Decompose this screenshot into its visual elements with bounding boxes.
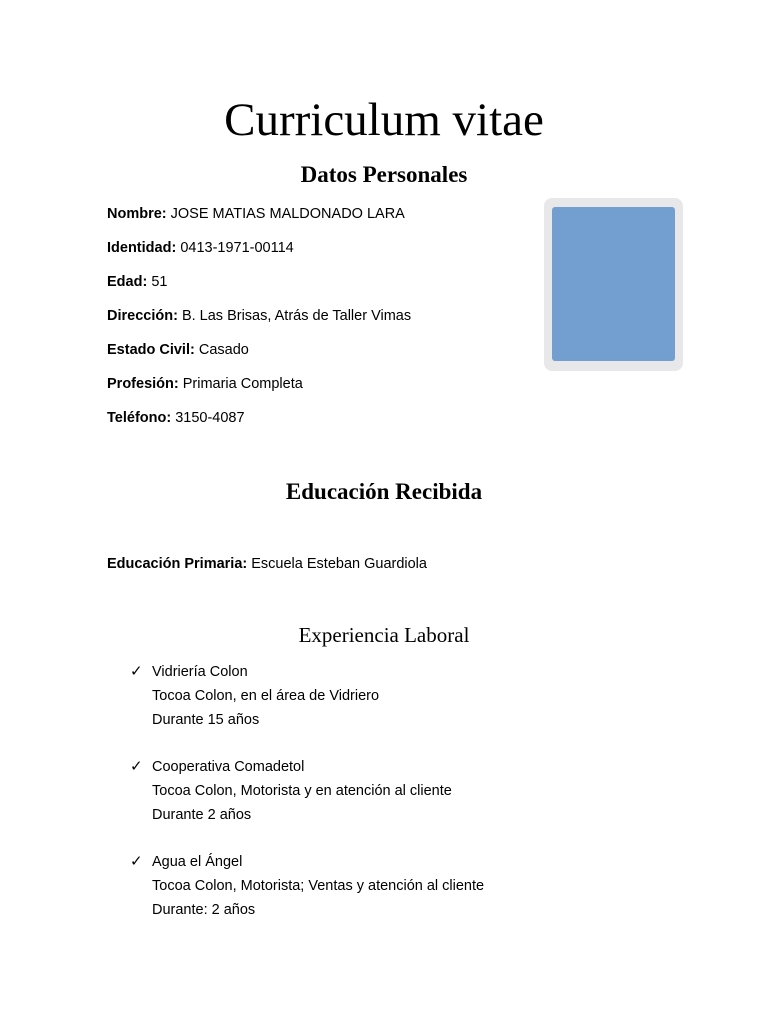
field-value: Primaria Completa [182, 376, 303, 392]
section-heading-personal: Datos Personales [300, 162, 468, 187]
job-duration: Durante: 2 años [152, 902, 256, 918]
field-value: B. Las Brisas, Atrás de Taller Vimas [181, 308, 412, 324]
photo-placeholder [552, 207, 675, 361]
job-duration: Durante 2 años [152, 807, 252, 823]
field-label: Teléfono: [107, 410, 172, 426]
field-value: 0413-1971-00114 [180, 240, 294, 256]
field-label: Dirección: [107, 308, 178, 324]
job-detail: Tocoa Colon, en el área de Vidriero [152, 688, 380, 704]
field-label: Profesión: [107, 376, 179, 392]
field-value: 51 [151, 274, 168, 290]
checkmark-icon: ✓ [130, 663, 143, 680]
checkmark-icon: ✓ [130, 758, 143, 775]
section-heading-education: Educación Recibida [285, 479, 483, 504]
job-company: Vidriería Colon [152, 664, 248, 680]
job-detail: Tocoa Colon, Motorista; Ventas y atención al cliente [152, 878, 485, 894]
field-label: Educación Primaria: [107, 556, 248, 572]
checkmark-icon: ✓ [130, 853, 143, 870]
field-label: Edad: [107, 274, 148, 290]
field-edad [107, 272, 167, 292]
field-label: Estado Civil: [107, 342, 195, 358]
field-profesion [107, 374, 303, 394]
field-direccion [107, 306, 411, 326]
field-value: 3150-4087 [175, 410, 245, 426]
field-telefono [107, 408, 245, 428]
field-identidad [107, 238, 294, 258]
field-value: Casado [198, 342, 249, 358]
section-heading-experience: Experiencia Laboral [298, 623, 470, 647]
field-value: Escuela Esteban Guardiola [251, 556, 427, 572]
field-label: Identidad: [107, 240, 177, 256]
field-nombre [107, 204, 405, 224]
field-label: Nombre: [107, 206, 167, 222]
photo-frame [544, 198, 683, 371]
field-educacion-primaria [107, 554, 427, 574]
job-company: Agua el Ángel [152, 854, 243, 870]
field-value: JOSE MATIAS MALDONADO LARA [170, 206, 405, 222]
job-duration: Durante 15 años [152, 712, 260, 728]
job-company: Cooperativa Comadetol [152, 759, 305, 775]
page-title: Curriculum vitae [224, 94, 544, 146]
field-estado-civil [107, 340, 249, 360]
job-detail: Tocoa Colon, Motorista y en atención al cliente [152, 783, 452, 799]
